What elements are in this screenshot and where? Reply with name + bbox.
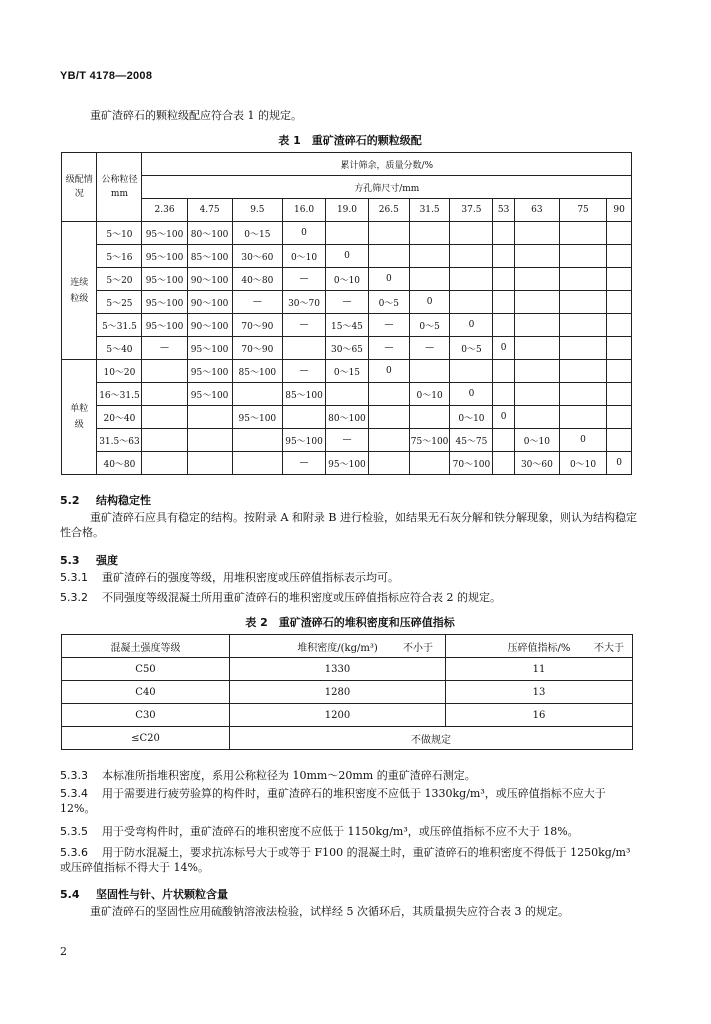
residue-cell: [559, 291, 606, 314]
residue-cell: 0～10: [409, 383, 450, 406]
residue-cell: —: [283, 268, 326, 291]
residue-cell: 80～100: [187, 222, 232, 245]
sieve-size: 4.75: [187, 199, 232, 222]
sieve-size: 53: [493, 199, 514, 222]
clause-5-3-3: 5.3.3 本标准所指堆积密度，系用公称粒径为 10mm～20mm 的重矿渣碎石测定。: [60, 769, 476, 782]
residue-cell: [607, 337, 632, 360]
residue-cell: 0: [368, 268, 409, 291]
residue-cell: [493, 314, 514, 337]
residue-cell: 0: [559, 429, 606, 452]
residue-cell: [514, 291, 559, 314]
residue-cell: [142, 383, 187, 406]
residue-cell: [607, 222, 632, 245]
residue-cell: [187, 406, 232, 429]
nominal-size: 40～80: [97, 452, 142, 475]
residue-cell: [409, 360, 450, 383]
residue-cell: 0: [450, 383, 493, 406]
residue-cell: 85～100: [187, 245, 232, 268]
nominal-size: 16～31.5: [97, 383, 142, 406]
residue-cell: [409, 268, 450, 291]
residue-cell: [493, 245, 514, 268]
residue-cell: [559, 383, 606, 406]
residue-cell: [450, 222, 493, 245]
residue-cell: [607, 268, 632, 291]
residue-cell: —: [368, 314, 409, 337]
residue-cell: [607, 291, 632, 314]
residue-cell: [514, 245, 559, 268]
residue-cell: 90～100: [187, 268, 232, 291]
residue-cell: 30～65: [326, 337, 369, 360]
residue-cell: 0: [368, 360, 409, 383]
grade-group-label: 连续粒级: [62, 222, 97, 360]
residue-cell: 95～100: [142, 291, 187, 314]
residue-cell: —: [409, 337, 450, 360]
residue-cell: 95～100: [326, 452, 369, 475]
residue-cell: [514, 360, 559, 383]
residue-cell: [559, 314, 606, 337]
residue-cell: [559, 245, 606, 268]
residue-cell: [514, 268, 559, 291]
clause-5-3-4: 5.3.4 用于需要进行疲劳验算的构件时，重矿渣碎石的堆积密度不应低于 1330kg/m³，或压碎值指标不应大于 12%。: [60, 787, 606, 815]
residue-cell: 0～10: [514, 429, 559, 452]
t2-crush: 11: [446, 658, 633, 681]
residue-cell: [450, 268, 493, 291]
residue-cell: [607, 429, 632, 452]
col-grade-header: 级配情况: [62, 153, 97, 222]
sieve-size: 26.5: [368, 199, 409, 222]
residue-cell: 15～45: [326, 314, 369, 337]
residue-cell: 0～10: [450, 406, 493, 429]
residue-cell: [450, 291, 493, 314]
section-5-4-text: 重矿渣碎石的坚固性应用硫酸钠溶液法检验，试样经 5 次循环后，其质量损失应符合表 3 的规定。: [90, 905, 569, 918]
residue-cell: 30～60: [514, 452, 559, 475]
residue-cell: 0: [450, 314, 493, 337]
residue-cell: —: [326, 429, 369, 452]
residue-cell: [142, 452, 187, 475]
section-5-4-heading: 5.4 坚固性与针、片状颗粒含量: [60, 888, 228, 901]
residue-cell: 40～80: [232, 268, 282, 291]
residue-cell: [326, 383, 369, 406]
residue-cell: —: [142, 337, 187, 360]
page-number: 2: [60, 945, 67, 958]
sieve-size: 90: [607, 199, 632, 222]
section-5-2-heading: 5.2 结构稳定性: [60, 494, 151, 507]
residue-cell: 95～100: [142, 245, 187, 268]
residue-cell: 0～5: [450, 337, 493, 360]
t2-grade: C30: [62, 704, 230, 727]
residue-cell: [409, 245, 450, 268]
residue-cell: [607, 383, 632, 406]
residue-cell: [493, 268, 514, 291]
residue-cell: 95～100: [187, 337, 232, 360]
residue-cell: 85～100: [232, 360, 282, 383]
residue-cell: —: [283, 314, 326, 337]
residue-cell: 30～60: [232, 245, 282, 268]
t2-crush: 13: [446, 681, 633, 704]
residue-cell: 95～100: [142, 314, 187, 337]
residue-cell: [493, 452, 514, 475]
col-residue-header: 累计筛余，质量分数/%: [142, 153, 632, 176]
residue-cell: [493, 222, 514, 245]
grade-group-label: 单粒级: [62, 360, 97, 475]
residue-cell: 0～10: [559, 452, 606, 475]
sieve-size: 31.5: [409, 199, 450, 222]
residue-cell: —: [326, 291, 369, 314]
residue-cell: —: [232, 291, 282, 314]
residue-cell: [232, 383, 282, 406]
residue-cell: [187, 429, 232, 452]
t2-density: 1330: [230, 658, 446, 681]
residue-cell: 85～100: [283, 383, 326, 406]
residue-cell: [493, 291, 514, 314]
t2-grade: C40: [62, 681, 230, 704]
residue-cell: [559, 268, 606, 291]
residue-cell: [559, 222, 606, 245]
residue-cell: [142, 406, 187, 429]
residue-cell: [514, 337, 559, 360]
residue-cell: [409, 452, 450, 475]
residue-cell: [409, 406, 450, 429]
clause-5-3-1: 5.3.1 重矿渣碎石的强度等级，用堆积密度或压碎值指标表示均可。: [60, 571, 399, 584]
residue-cell: 95～100: [142, 268, 187, 291]
residue-cell: 70～90: [232, 337, 282, 360]
residue-cell: [326, 222, 369, 245]
residue-cell: [514, 383, 559, 406]
residue-cell: 90～100: [187, 314, 232, 337]
residue-cell: [559, 360, 606, 383]
residue-cell: [493, 429, 514, 452]
t2-density: 1280: [230, 681, 446, 704]
residue-cell: 95～100: [232, 406, 282, 429]
residue-cell: [232, 452, 282, 475]
t2-header-crush: 压碎值指标/% 不大于: [446, 635, 633, 658]
residue-cell: [368, 429, 409, 452]
t2-crush: 16: [446, 704, 633, 727]
residue-cell: 95～100: [283, 429, 326, 452]
residue-cell: —: [283, 452, 326, 475]
t2-not-specified: 不做规定: [230, 727, 633, 750]
residue-cell: 90～100: [187, 291, 232, 314]
residue-cell: 45～75: [450, 429, 493, 452]
residue-cell: 95～100: [187, 360, 232, 383]
col-size-header: 公称粒径mm: [97, 153, 142, 222]
residue-cell: [368, 452, 409, 475]
residue-cell: [559, 337, 606, 360]
residue-cell: [493, 383, 514, 406]
sieve-size: 19.0: [326, 199, 369, 222]
sieve-size: 9.5: [232, 199, 282, 222]
clause-5-3-6: 5.3.6 用于防水混凝土，要求抗冻标号大于或等于 F100 的混凝土时，重矿渣碎石的堆积密度不得低于 1250kg/m³或压碎值指标不得大于 14%。: [60, 846, 631, 874]
sieve-size: 16.0: [283, 199, 326, 222]
residue-cell: 0～5: [409, 314, 450, 337]
residue-cell: [142, 360, 187, 383]
residue-cell: [607, 245, 632, 268]
residue-cell: 0: [493, 337, 514, 360]
residue-cell: [283, 337, 326, 360]
residue-cell: [450, 360, 493, 383]
nominal-size: 20～40: [97, 406, 142, 429]
residue-cell: [409, 222, 450, 245]
nominal-size: 5～25: [97, 291, 142, 314]
residue-cell: 80～100: [326, 406, 369, 429]
residue-cell: [607, 360, 632, 383]
residue-cell: [187, 452, 232, 475]
residue-cell: 75～100: [409, 429, 450, 452]
nominal-size: 5～20: [97, 268, 142, 291]
t2-density: 1200: [230, 704, 446, 727]
residue-cell: 0～15: [326, 360, 369, 383]
nominal-size: 5～40: [97, 337, 142, 360]
nominal-size: 5～16: [97, 245, 142, 268]
residue-cell: [283, 406, 326, 429]
grading-table: [61, 152, 632, 475]
residue-cell: 0～15: [232, 222, 282, 245]
sieve-size: 2.36: [142, 199, 187, 222]
sieve-size: 37.5: [450, 199, 493, 222]
residue-cell: 0～10: [326, 268, 369, 291]
residue-cell: 0～10: [283, 245, 326, 268]
nominal-size: 10～20: [97, 360, 142, 383]
section-5-2-text: 重矿渣碎石应具有稳定的结构。按附录 A 和附录 B 进行检验，如结果无石灰分解和铁分解现象，则认为结构稳定性合格。: [60, 511, 638, 539]
residue-cell: [368, 245, 409, 268]
intro-paragraph: 重矿渣碎石的颗粒级配应符合表 1 的规定。: [90, 109, 302, 122]
residue-cell: [607, 314, 632, 337]
sieve-size: 63: [514, 199, 559, 222]
residue-cell: 0: [493, 406, 514, 429]
nominal-size: 5～10: [97, 222, 142, 245]
residue-cell: [514, 406, 559, 429]
residue-cell: 0～5: [368, 291, 409, 314]
residue-cell: [607, 406, 632, 429]
document-id: YB/T 4178—2008: [60, 70, 153, 82]
residue-cell: 70～90: [232, 314, 282, 337]
residue-cell: 0: [326, 245, 369, 268]
residue-cell: [514, 222, 559, 245]
residue-cell: 0: [409, 291, 450, 314]
residue-cell: [368, 222, 409, 245]
residue-cell: 30～70: [283, 291, 326, 314]
t2-header-density: 堆积密度/(kg/m³) 不小于: [230, 635, 446, 658]
section-5-3-heading: 5.3 强度: [60, 554, 118, 567]
nominal-size: 5～31.5: [97, 314, 142, 337]
residue-cell: [368, 406, 409, 429]
residue-cell: [450, 245, 493, 268]
residue-cell: [493, 360, 514, 383]
clause-5-3-2: 5.3.2 不同强度等级混凝土所用重矿渣碎石的堆积密度或压碎值指标应符合表 2 的规定。: [60, 591, 501, 604]
residue-cell: [232, 429, 282, 452]
residue-cell: [514, 314, 559, 337]
density-table: [61, 634, 633, 750]
residue-cell: [142, 429, 187, 452]
t2-grade: C50: [62, 658, 230, 681]
col-sieve-header: 方孔筛尺寸/mm: [142, 176, 632, 199]
residue-cell: —: [283, 360, 326, 383]
residue-cell: 70～100: [450, 452, 493, 475]
table2-caption: 表 2 重矿渣碎石的堆积密度和压碎值指标: [245, 616, 455, 629]
nominal-size: 31.5～63: [97, 429, 142, 452]
sieve-size: 75: [559, 199, 606, 222]
residue-cell: 95～100: [142, 222, 187, 245]
residue-cell: 0: [607, 452, 632, 475]
t2-header-grade: 混凝土强度等级: [62, 635, 230, 658]
residue-cell: 0: [283, 222, 326, 245]
residue-cell: 95～100: [187, 383, 232, 406]
clause-5-3-5: 5.3.5 用于受弯构件时，重矿渣碎石的堆积密度不应低于 1150kg/m³，或压碎值指标不应不大于 18%。: [60, 825, 579, 838]
residue-cell: [368, 383, 409, 406]
residue-cell: [559, 406, 606, 429]
residue-cell: —: [368, 337, 409, 360]
table1-caption: 表 1 重矿渣碎石的颗粒级配: [278, 134, 422, 147]
t2-grade: ≤C20: [62, 727, 230, 750]
